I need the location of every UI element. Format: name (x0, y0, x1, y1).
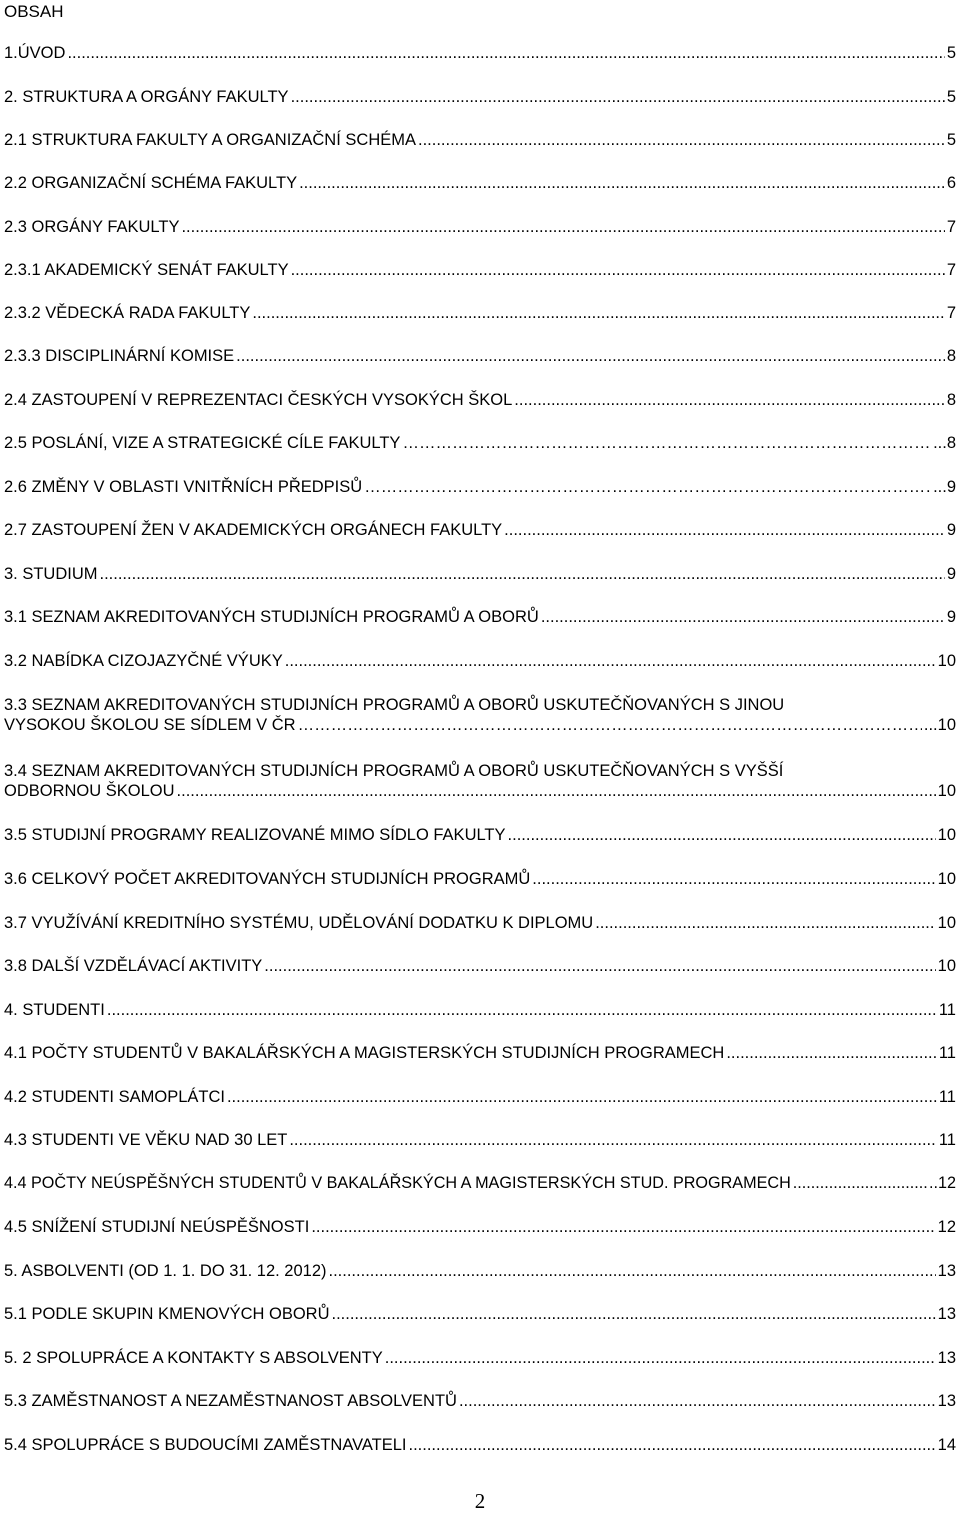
toc-entry-leader (541, 607, 945, 627)
toc-entry-title: 3.5 STUDIJNÍ PROGRAMY REALIZOVANÉ MIMO SÍDLO FAKULTY (4, 826, 506, 844)
toc-entry-title: 3.1 SEZNAM AKREDITOVANÝCH STUDIJNÍCH PROGRAMŮ A OBORŮ (4, 608, 539, 626)
toc-entry[interactable] (4, 1304, 956, 1324)
toc-entry-page: 13 (937, 1262, 956, 1280)
toc-entry-title: 3.4 SEZNAM AKREDITOVANÝCH STUDIJNÍCH PROGRAMŮ A OBORŮ USKUTEČŇOVANÝCH S VYŠŠÍ (4, 762, 784, 780)
toc-entry-leader (385, 1348, 936, 1368)
toc-entry[interactable] (4, 1000, 956, 1020)
toc-entry-page: 10 (937, 826, 956, 844)
toc-entry-title: 3. STUDIUM (4, 565, 98, 583)
toc-entry[interactable] (4, 956, 956, 976)
toc-entry-title: 2.2 ORGANIZAČNÍ SCHÉMA FAKULTY (4, 174, 298, 192)
toc-entry[interactable] (4, 346, 956, 366)
toc-entry-title: 3.7 VYUŽÍVÁNÍ KREDITNÍHO SYSTÉMU, UDĚLOVÁNÍ DODATKU K DIPLOMU (4, 914, 594, 932)
toc-entry-leader (67, 43, 944, 63)
toc-entry-title: 5. 2 SPOLUPRÁCE A KONTAKTY S ABSOLVENTY (4, 1349, 383, 1367)
toc-entry-page: 14 (937, 1436, 956, 1454)
toc-entry-page: 8 (946, 391, 956, 409)
toc-entry-title: 2.3.2 VĚDECKÁ RADA FAKULTY (4, 304, 251, 322)
toc-entry-page: 6 (946, 174, 956, 192)
toc-entry-title-continued: ODBORNOU ŠKOLOU (4, 782, 175, 800)
toc-entry-page: 10 (937, 652, 956, 670)
toc-entry-title: 4.1 POČTY STUDENTŮ V BAKALÁŘSKÝCH A MAGISTERSKÝCH STUDIJNÍCH PROGRAMECH (4, 1044, 725, 1062)
toc-entry[interactable] (4, 87, 956, 107)
toc-entry-leader (332, 1304, 936, 1324)
toc-entry-leader (459, 1391, 936, 1411)
toc-entry-leader (726, 1043, 937, 1063)
toc-entry-leader (299, 173, 945, 193)
toc-entry-title: 2. STRUKTURA A ORGÁNY FAKULTY (4, 88, 289, 106)
toc-entry-title: 1.ÚVOD (4, 44, 66, 62)
toc-entry-title: 3.8 DALŠÍ VZDĚLÁVACÍ AKTIVITY (4, 957, 263, 975)
page-number: 2 (474, 1489, 486, 1513)
toc-heading: OBSAH (4, 2, 64, 21)
toc-entry-title: 4.2 STUDENTI SAMOPLÁTCI (4, 1088, 225, 1106)
toc-entry-leader (514, 390, 945, 410)
toc-entry-leader (285, 651, 936, 671)
toc-entry-leader (291, 260, 945, 280)
toc-entry-title: 3.3 SEZNAM AKREDITOVANÝCH STUDIJNÍCH PROGRAMŮ A OBORŮ USKUTEČŇOVANÝCH S JINOU (4, 696, 785, 714)
toc-entry[interactable] (4, 260, 956, 280)
toc-entry-title: 3.2 NABÍDKA CIZOJAZYČNÉ VÝUKY (4, 652, 283, 670)
toc-entry[interactable] (4, 869, 956, 889)
toc-entry-title: 5.1 PODLE SKUPIN KMENOVÝCH OBORŮ (4, 1305, 330, 1323)
toc-entry-leader (227, 1087, 937, 1107)
toc-entry[interactable] (4, 651, 956, 671)
toc-entry-title: 2.6 ZMĚNY V OBLASTI VNITŘNÍCH PŘEDPISŮ (4, 478, 363, 496)
toc-entry-leader (181, 217, 944, 237)
toc-entry[interactable] (4, 1043, 956, 1063)
toc-entry-page: 5 (946, 88, 956, 106)
toc-entry-page: 13 (937, 1349, 956, 1367)
toc-entry[interactable] (4, 433, 956, 453)
toc-entry-page: 11 (938, 1131, 956, 1149)
toc-entry-page: 11 (938, 1044, 956, 1062)
toc-entry-title: 2.7 ZASTOUPENÍ ŽEN V AKADEMICKÝCH ORGÁNECH FAKULTY (4, 521, 503, 539)
toc-entry-page: ...8 (933, 434, 956, 452)
toc-entry[interactable] (4, 173, 956, 193)
toc-entry[interactable] (4, 695, 956, 735)
toc-entry-title-continued: VYSOKOU ŠKOLOU SE SÍDLEM V ČR (4, 716, 296, 734)
toc-entry-leader (418, 130, 945, 150)
toc-entry-page: 7 (946, 304, 956, 322)
toc-entry-title: 4. STUDENTI (4, 1001, 105, 1019)
toc-entry-page: 9 (946, 608, 956, 626)
toc-entry[interactable] (4, 1348, 956, 1368)
toc-entry-leader (289, 1130, 937, 1150)
toc-entry-title: 2.4 ZASTOUPENÍ V REPREZENTACI ČESKÝCH VYSOKÝCH ŠKOL (4, 391, 513, 409)
toc-entry-leader (504, 520, 945, 540)
toc-entry[interactable] (4, 303, 956, 323)
toc-entry-leader (177, 781, 936, 801)
toc-entry-leader (329, 1261, 936, 1281)
toc-entry-page: 13 (937, 1392, 956, 1410)
toc-entry-page: 9 (946, 565, 956, 583)
toc-entry-leader (311, 1217, 935, 1237)
toc-entry-leader (264, 956, 935, 976)
toc-entry[interactable] (4, 1435, 956, 1455)
toc-entry-leader (291, 87, 945, 107)
toc-entry-title: 2.5 POSLÁNÍ, VIZE A STRATEGICKÉ CÍLE FAKULTY (4, 434, 401, 452)
toc-entry-page: 13 (937, 1305, 956, 1323)
toc-entry-leader (107, 1000, 937, 1020)
toc-entry[interactable] (4, 520, 956, 540)
toc-entry[interactable] (4, 217, 956, 237)
toc-entry[interactable] (4, 913, 956, 933)
toc-entry[interactable] (4, 1087, 956, 1107)
toc-entry[interactable] (4, 761, 956, 801)
toc-entry-leader (252, 303, 944, 323)
toc-entry[interactable] (4, 1261, 956, 1281)
toc-entry-page: 11 (938, 1001, 956, 1019)
toc-entry-page: ...9 (933, 478, 956, 496)
toc-entry-leader (508, 825, 936, 845)
toc-entry-leader (532, 869, 935, 889)
toc-entry[interactable] (4, 1391, 956, 1411)
toc-entry-leader (298, 715, 922, 735)
toc-entry-page: ..12 (928, 1174, 956, 1192)
toc-entry-leader (100, 564, 945, 584)
toc-entry-title: 5.4 SPOLUPRÁCE S BUDOUCÍMI ZAMĚSTNAVATELI (4, 1436, 407, 1454)
toc-entry-page: 8 (946, 347, 956, 365)
toc-entry-title: 2.3.3 DISCIPLINÁRNÍ KOMISE (4, 347, 235, 365)
toc-entry-title: 4.4 POČTY NEÚSPĚŠNÝCH STUDENTŮ V BAKALÁŘSKÝCH A MAGISTERSKÝCH STUD. PROGRAMECH (4, 1174, 791, 1192)
toc-entry-leader (595, 913, 935, 933)
toc-entry-page: 10 (937, 914, 956, 932)
toc-entry-page: 10 (937, 957, 956, 975)
toc-entry-title: 2.1 STRUKTURA FAKULTY A ORGANIZAČNÍ SCHÉMA (4, 131, 416, 149)
toc-entry-page: 5 (946, 44, 956, 62)
toc-entry-title: 5.3 ZAMĚSTNANOST A NEZAMĚSTNANOST ABSOLVENTŮ (4, 1392, 457, 1410)
toc-entry[interactable] (4, 43, 956, 63)
toc-entry-page: 7 (946, 261, 956, 279)
toc-entry-title: 5. ASBOLVENTI (OD 1. 1. DO 31. 12. 2012) (4, 1262, 327, 1280)
toc-entry-page: 9 (946, 521, 956, 539)
toc-entry-title: 2.3.1 AKADEMICKÝ SENÁT FAKULTY (4, 261, 289, 279)
toc-entry[interactable] (4, 390, 956, 410)
toc-entry-page: 5 (946, 131, 956, 149)
toc-entry-leader (402, 433, 931, 453)
toc-entry[interactable] (4, 1173, 956, 1193)
toc-entry-page: 10 (937, 870, 956, 888)
toc-entry-title: 4.5 SNÍŽENÍ STUDIJNÍ NEÚSPĚŠNOSTI (4, 1218, 310, 1236)
toc-entry[interactable] (4, 1217, 956, 1237)
toc-entry-leader (409, 1435, 936, 1455)
toc-entry-title: 4.3 STUDENTI VE VĚKU NAD 30 LET (4, 1131, 288, 1149)
toc-entry[interactable] (4, 477, 956, 497)
toc-entry[interactable] (4, 607, 956, 627)
toc-entry-title: 3.6 CELKOVÝ POČET AKREDITOVANÝCH STUDIJNÍCH PROGRAMŮ (4, 870, 531, 888)
toc-entry-leader (236, 346, 945, 366)
toc-entry-page: 12 (937, 1218, 956, 1236)
toc-entry-leader (364, 477, 931, 497)
toc-entry[interactable] (4, 1130, 956, 1150)
toc-entry[interactable] (4, 564, 956, 584)
toc-entry[interactable] (4, 825, 956, 845)
toc-entry[interactable] (4, 130, 956, 150)
toc-entry-page: 10 (937, 782, 956, 800)
toc-entry-page: 7 (946, 218, 956, 236)
toc-entry-leader (793, 1173, 927, 1193)
toc-entry-title: 2.3 ORGÁNY FAKULTY (4, 218, 180, 236)
toc-entry-page: 11 (938, 1088, 956, 1106)
toc-entry-page: ...10 (923, 716, 956, 734)
